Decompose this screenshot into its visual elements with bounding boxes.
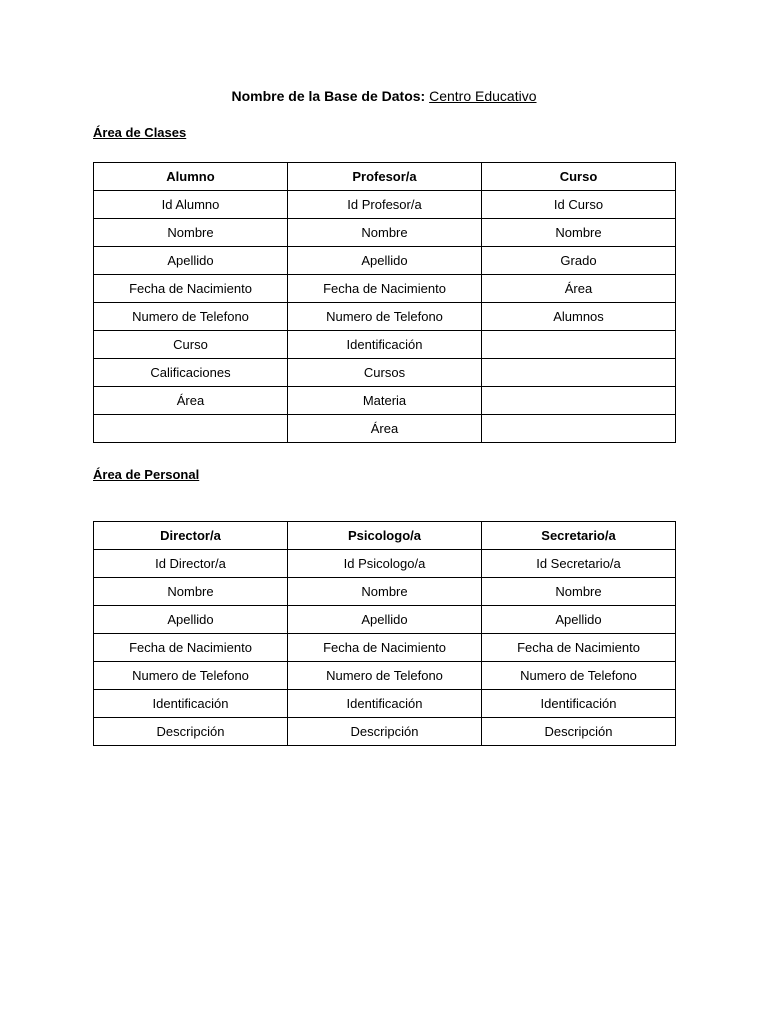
table-cell: Área — [94, 387, 288, 415]
table-row — [94, 690, 676, 718]
table-cell: Identificación — [288, 331, 482, 359]
table-cell: Id Alumno — [94, 191, 288, 219]
table-row — [94, 275, 676, 303]
table-row — [94, 191, 676, 219]
page-title-label: Nombre de la Base de Datos: — [231, 88, 426, 104]
table-cell — [482, 387, 676, 415]
table-cell — [482, 359, 676, 387]
table-cell: Numero de Telefono — [94, 303, 288, 331]
table-header-row — [94, 163, 676, 191]
table-cell: Id Profesor/a — [288, 191, 482, 219]
table-cell: Área — [482, 275, 676, 303]
table-cell: Apellido — [94, 606, 288, 634]
table-cell: Id Secretario/a — [482, 550, 676, 578]
table-cell: Nombre — [94, 578, 288, 606]
table-cell: Nombre — [288, 219, 482, 247]
table-cell: Fecha de Nacimiento — [482, 634, 676, 662]
table-row — [94, 387, 676, 415]
table-cell — [482, 415, 676, 443]
table-cell: Apellido — [482, 606, 676, 634]
table-cell: Fecha de Nacimiento — [288, 634, 482, 662]
table-cell: Descripción — [482, 718, 676, 746]
table-cell: Nombre — [288, 578, 482, 606]
table-cell: Descripción — [288, 718, 482, 746]
table-row — [94, 718, 676, 746]
table-cell — [482, 331, 676, 359]
table-cell: Apellido — [94, 247, 288, 275]
table-cell: Cursos — [288, 359, 482, 387]
table-cell: Id Curso — [482, 191, 676, 219]
column-header: Director/a — [94, 522, 288, 550]
table-cell: Nombre — [482, 219, 676, 247]
column-header: Psicologo/a — [288, 522, 482, 550]
column-header: Profesor/a — [288, 163, 482, 191]
column-header: Secretario/a — [482, 522, 676, 550]
column-header: Alumno — [94, 163, 288, 191]
section-heading-clases: Área de Clases — [93, 125, 187, 140]
table-cell: Identificación — [482, 690, 676, 718]
page-title — [0, 87, 768, 105]
table-cell: Apellido — [288, 247, 482, 275]
section-heading-personal: Área de Personal — [93, 467, 200, 482]
table-row — [94, 578, 676, 606]
table-row — [94, 550, 676, 578]
table-row — [94, 331, 676, 359]
table-cell: Fecha de Nacimiento — [94, 275, 288, 303]
table-header-row — [94, 522, 676, 550]
table-cell: Identificación — [288, 690, 482, 718]
table-cell: Nombre — [482, 578, 676, 606]
table-area-clases — [93, 162, 676, 443]
table-cell: Alumnos — [482, 303, 676, 331]
table-cell: Id Director/a — [94, 550, 288, 578]
table-cell: Calificaciones — [94, 359, 288, 387]
table-area-personal — [93, 521, 676, 746]
table-row — [94, 634, 676, 662]
table-cell: Numero de Telefono — [94, 662, 288, 690]
table-cell: Fecha de Nacimiento — [288, 275, 482, 303]
table-cell: Materia — [288, 387, 482, 415]
table-cell: Curso — [94, 331, 288, 359]
table-row — [94, 219, 676, 247]
table-row — [94, 247, 676, 275]
table-cell: Grado — [482, 247, 676, 275]
table-cell: Área — [288, 415, 482, 443]
table-row — [94, 303, 676, 331]
table-cell: Id Psicologo/a — [288, 550, 482, 578]
table-cell: Apellido — [288, 606, 482, 634]
table-cell: Numero de Telefono — [288, 662, 482, 690]
table-cell: Nombre — [94, 219, 288, 247]
table-cell: Identificación — [94, 690, 288, 718]
table-cell: Numero de Telefono — [482, 662, 676, 690]
table-cell: Descripción — [94, 718, 288, 746]
table-cell — [94, 415, 288, 443]
table-row — [94, 415, 676, 443]
table-cell: Fecha de Nacimiento — [94, 634, 288, 662]
column-header: Curso — [482, 163, 676, 191]
table-row — [94, 662, 676, 690]
table-cell: Numero de Telefono — [288, 303, 482, 331]
table-row — [94, 606, 676, 634]
table-row — [94, 359, 676, 387]
page-title-value: Centro Educativo — [429, 88, 537, 104]
